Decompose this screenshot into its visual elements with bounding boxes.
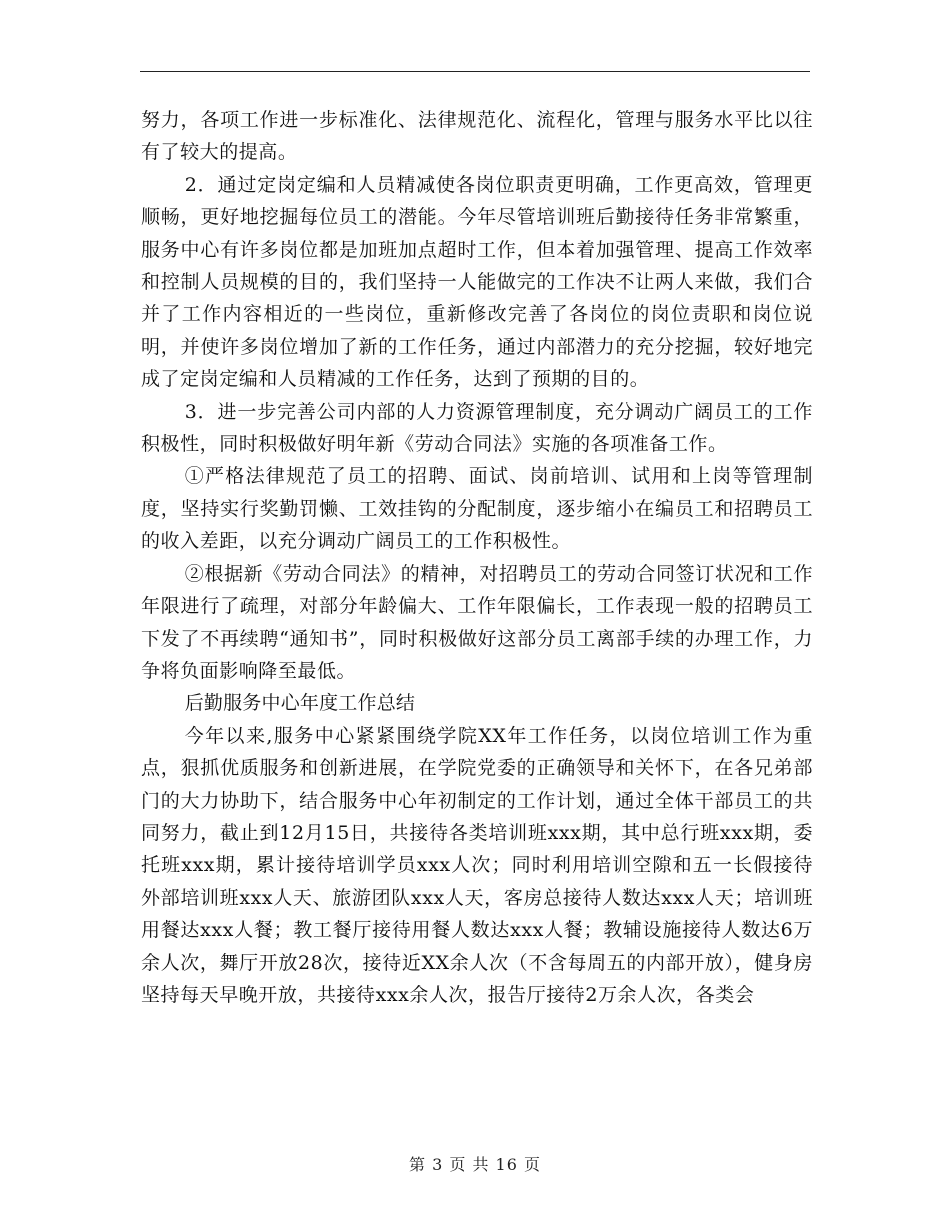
- paragraph-item-3: 3．进一步完善公司内部的人力资源管理制度，充分调动广阔员工的工作积极性，同时积极做好明年新《劳动合同法》实施的各项准备工作。: [141, 400, 813, 456]
- section-heading: 后勤服务中心年度工作总结: [184, 692, 416, 715]
- paragraph-subitem-2: ②根据新《劳动合同法》的精神，对招聘员工的劳动合同签订状况和工作年限进行了疏理，对部分年龄偏大、工作年限偏长，工作表现一般的招聘员工下发了不再续聘“通知书”，同时积极做好这部分员工离部手续的办理工作，力争将负面影响降至最低。: [141, 562, 813, 682]
- paragraph-summary: 今年以来,服务中心紧紧围绕学院XX年工作任务，以岗位培训工作为重点，狠抓优质服务和创新进展，在学院党委的正确领导和关怀下，在各兄弟部门的大力协助下，结合服务中心年初制定的工作计划，通过全体干部员工的共同努力，截止到12月15日，共接待各类培训班xxx期，其中总行班xxx期，委托班xxx期，累计接待培训学员xxx人次；同时利用培训空隙和五一长假接待外部培训班xxx人天、旅游团队xxx人天，客房总接待人数达xxx人天；培训班用餐达xxx人餐；教工餐厅接待用餐人数达xxx人餐；教辅设施接待人数达6万余人次，舞厅开放28次，接待近XX余人次（不含每周五的内部开放），健身房坚持每天早晚开放，共接待xxx余人次，报告厅接待2万余人次，各类会: [141, 724, 813, 1006]
- header-divider: [140, 71, 810, 72]
- document-body: [141, 104, 813, 1011]
- paragraph-item-2: 2．通过定岗定编和人员精减使各岗位职责更明确，工作更高效，管理更顺畅，更好地挖掘每位员工的潜能。今年尽管培训班后勤接待任务非常繁重，服务中心有许多岗位都是加班加点超时工作，但本着加强管理、提高工作效率和控制人员规模的目的，我们坚持一人能做完的工作决不让两人来做，我们合并了工作内容相近的一些岗位，重新修改完善了各岗位的岗位责职和岗位说明，并使许多岗位增加了新的工作任务，通过内部潜力的充分挖掘，较好地完成了定岗定编和人员精减的工作任务，达到了预期的目的。: [141, 173, 813, 391]
- paragraph-subitem-1: ①严格法律规范了员工的招聘、面试、岗前培训、试用和上岗等管理制度，坚持实行奖勤罚懒、工效挂钩的分配制度，逐步缩小在编员工和招聘员工的收入差距，以充分调动广阔员工的工作积极性。: [141, 465, 813, 553]
- page-number-footer: 第 3 页 共 16 页: [409, 1155, 541, 1174]
- paragraph-continuation: 努力，各项工作进一步标准化、法律规范化、流程化，管理与服务水平比以往有了较大的提高。: [141, 109, 813, 164]
